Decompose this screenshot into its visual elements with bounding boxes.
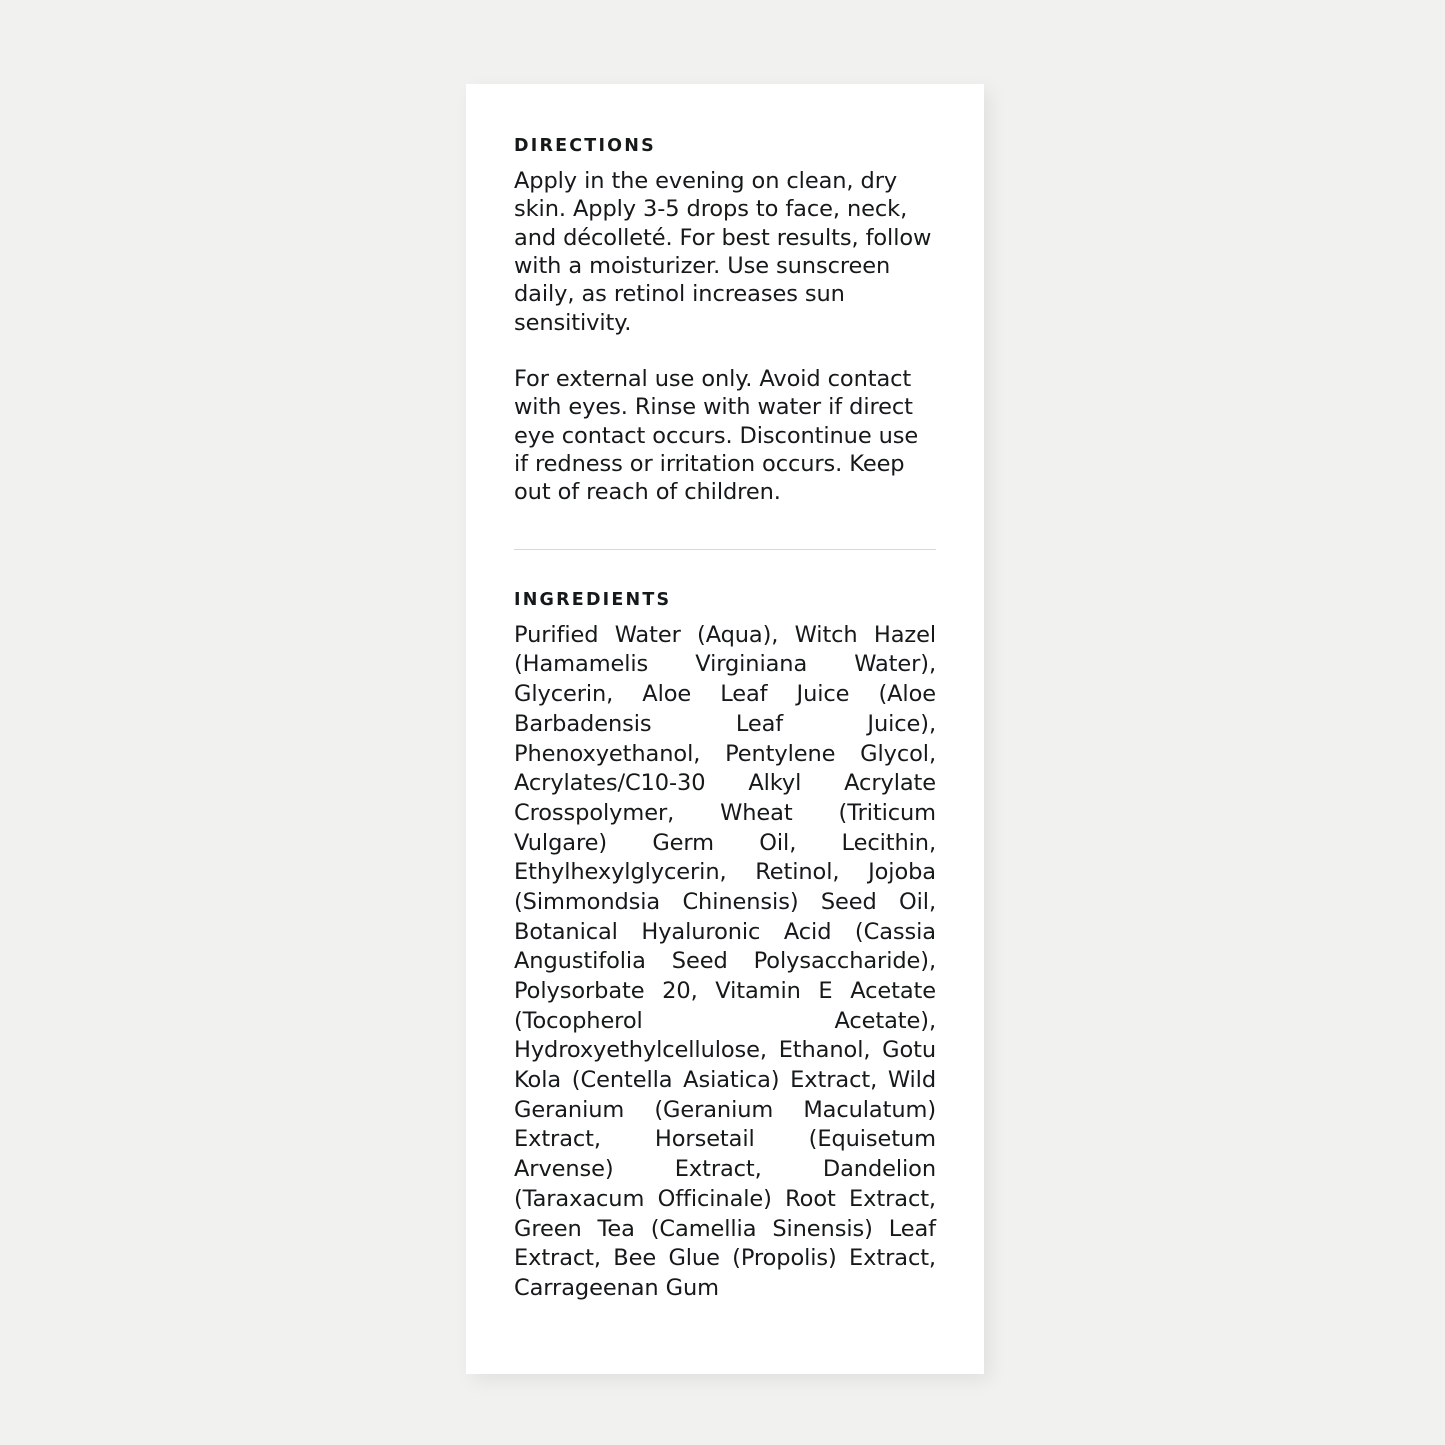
ingredients-section [514,590,936,1304]
directions-heading: DIRECTIONS [514,136,656,156]
directions-section [514,136,936,507]
directions-paragraph-primary: Apply in the evening on clean, dry skin. Apply 3-5 drops to face, neck, and décolleté. For best results, follow with a moisturizer. Use sunscreen daily, as retinol increases sun sensitivity. [514,168,932,336]
ingredients-list-text: Purified Water (Aqua), Witch Hazel (Hamamelis Virginiana Water), Glycerin, Aloe Leaf Juice (Aloe Barbadensis Leaf Juice), Phenoxyethanol, Pentylene Glycol, Acrylates/C10-30 Alkyl Acrylate Crosspolymer, Wheat (Triticum Vulgare) Germ Oil, Lecithin, Ethylhexylglycerin, Retinol, Jojoba (Simmondsia Chinensis) Seed Oil, Botanical Hyaluronic Acid (Cassia Angustifolia Seed Polysaccharide), Polysorbate 20, Vitamin E Acetate (Tocopherol Acetate), Hydroxyethylcellulose, Ethanol, Gotu Kola (Centella Asiatica) Extract, Wild Geranium (Geranium Maculatum) Extract, Horsetail (Equisetum Arvense) Extract, Dandelion (Taraxacum Officinale) Root Extract, Green Tea (Camellia Sinensis) Leaf Extract, Bee Glue (Propolis) Extract, Carrageenan Gum [514,621,936,1301]
section-divider [514,549,936,550]
ingredients-heading: INGREDIENTS [514,589,672,610]
product-label-card [466,84,984,1374]
directions-paragraph-warning: For external use only. Avoid contact with eyes. Rinse with water if direct eye contact occurs. Discontinue use if redness or irritation occurs. Keep out of reach of children. [514,366,919,506]
